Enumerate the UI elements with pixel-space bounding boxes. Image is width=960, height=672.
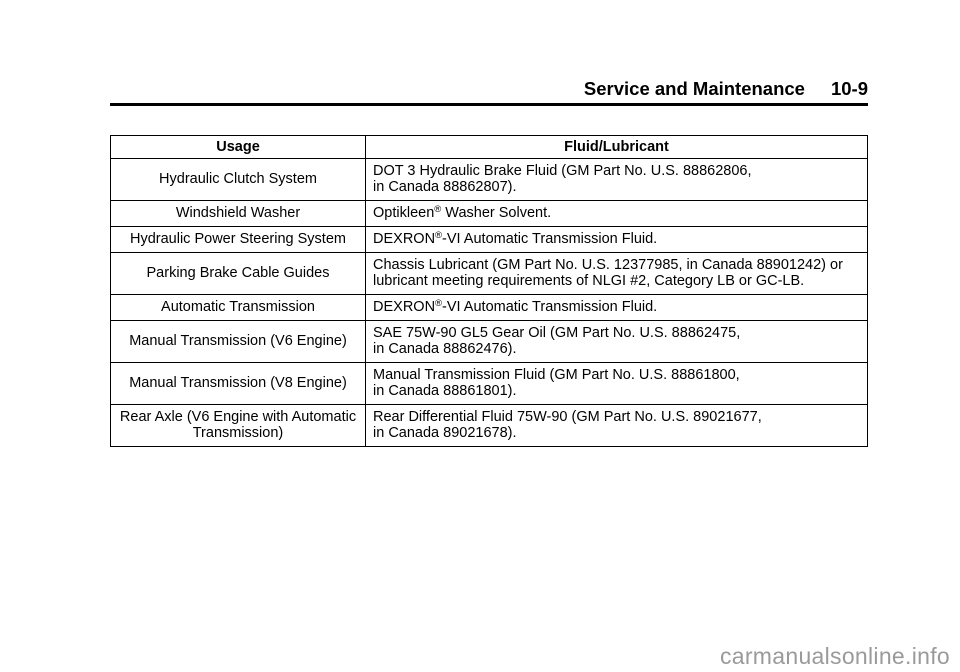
table-row: [111, 405, 868, 447]
fluids-table: [110, 135, 868, 447]
table-row: [111, 295, 868, 321]
fluid-cell: DOT 3 Hydraulic Brake Fluid (GM Part No. U.S. 88862806, in Canada 88862807).: [366, 159, 868, 201]
usage-cell: Parking Brake Cable Guides: [111, 253, 366, 295]
registered-mark: ®: [435, 230, 443, 241]
column-header-usage: Usage: [111, 136, 366, 159]
section-title: Service and Maintenance: [583, 78, 805, 99]
table-header-row: [111, 136, 868, 159]
usage-cell: Automatic Transmission: [111, 295, 366, 321]
registered-mark: ®: [435, 298, 443, 309]
fluid-cell: DEXRON®-VI Automatic Transmission Fluid.: [366, 227, 868, 253]
table-row: [111, 159, 868, 201]
table-row: [111, 201, 868, 227]
table-row: [111, 321, 868, 363]
page-number: 10-9: [830, 78, 868, 99]
watermark: carmanualsonline.info: [719, 643, 950, 669]
usage-cell: Manual Transmission (V8 Engine): [111, 363, 366, 405]
column-header-fluid: Fluid/Lubricant: [366, 136, 868, 159]
usage-cell: Hydraulic Clutch System: [111, 159, 366, 201]
usage-cell: Hydraulic Power Steering System: [111, 227, 366, 253]
usage-cell: Rear Axle (V6 Engine with Automatic Transmission): [111, 405, 366, 447]
registered-mark: ®: [434, 204, 442, 215]
fluid-cell: Manual Transmission Fluid (GM Part No. U.S. 88861800, in Canada 88861801).: [366, 363, 868, 405]
header-rule: [110, 103, 868, 106]
page-header: [110, 78, 868, 106]
fluid-cell: SAE 75W-90 GL5 Gear Oil (GM Part No. U.S. 88862475, in Canada 88862476).: [366, 321, 868, 363]
table-row: [111, 253, 868, 295]
usage-cell: Windshield Washer: [111, 201, 366, 227]
table-row: [111, 227, 868, 253]
fluid-cell: DEXRON®-VI Automatic Transmission Fluid.: [366, 295, 868, 321]
fluid-cell: Chassis Lubricant (GM Part No. U.S. 12377985, in Canada 88901242) or lubricant meeting requirements of NLGI #2, Category LB or GC-LB.: [366, 253, 868, 295]
fluid-cell: Rear Differential Fluid 75W-90 (GM Part No. U.S. 89021677, in Canada 89021678).: [366, 405, 868, 447]
usage-cell: Manual Transmission (V6 Engine): [111, 321, 366, 363]
table-row: [111, 363, 868, 405]
fluid-cell: Optikleen® Washer Solvent.: [366, 201, 868, 227]
